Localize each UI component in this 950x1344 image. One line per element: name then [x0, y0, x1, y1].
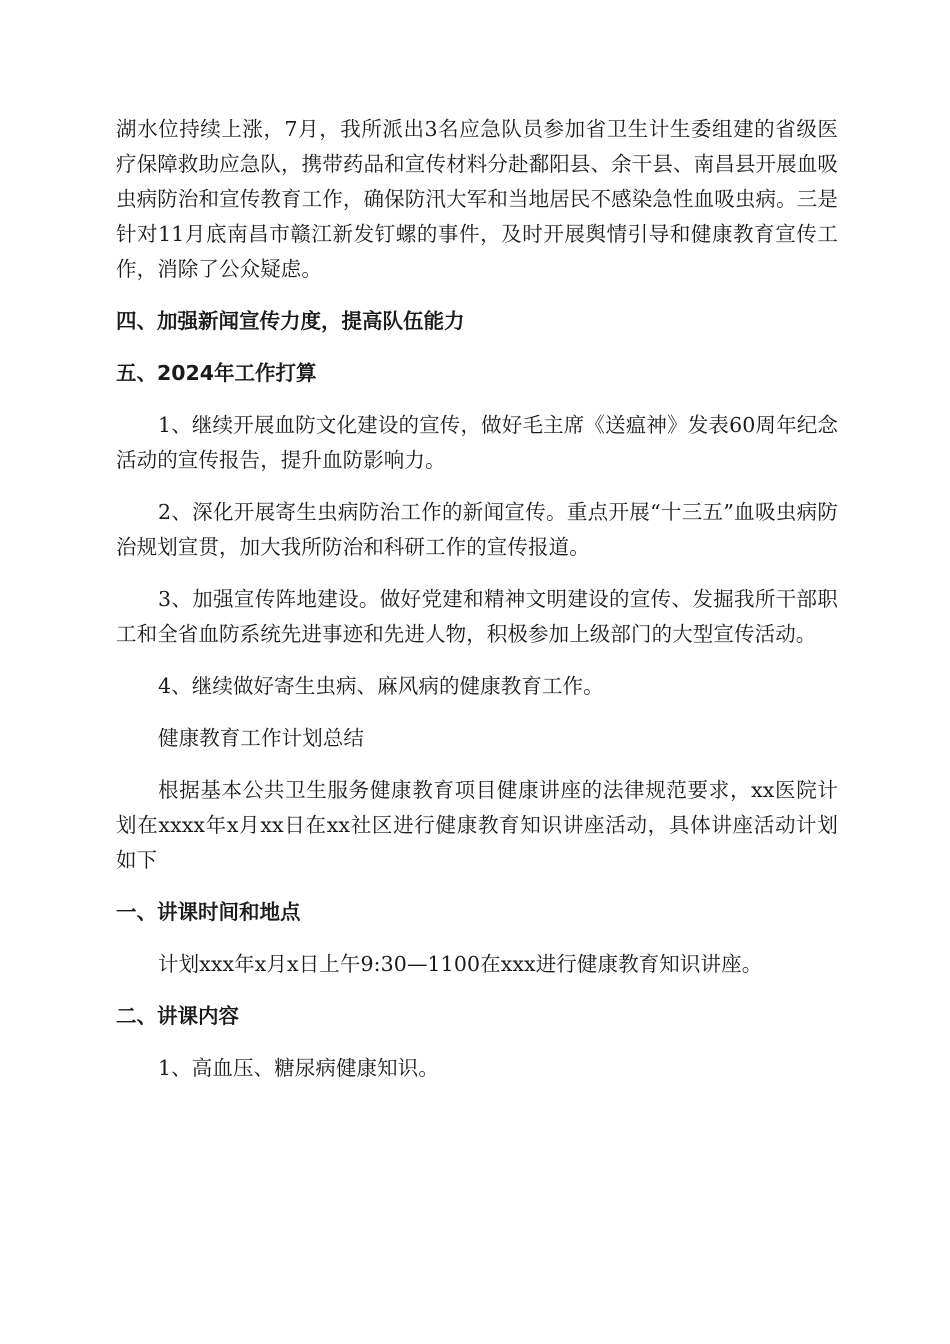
- section-heading-two: 二、讲课内容: [116, 1004, 239, 1028]
- section-heading-five: 五、2024年工作打算: [116, 361, 317, 385]
- plan-item-3: 3、加强宣传阵地建设。做好党建和精神文明建设的宣传、发掘我所干部职工和全省血防系统先进事迹和先进人物，积极参加上级部门的大型宣传活动。: [116, 587, 838, 646]
- section-heading-one: 一、讲课时间和地点: [116, 900, 301, 924]
- content-item-1: 1、高血压、糖尿病健康知识。: [158, 1056, 439, 1080]
- time-paragraph: 计划xxx年x月x日上午9:30—1100在xxx进行健康教育知识讲座。: [158, 952, 763, 976]
- section-heading-four: 四、加强新闻宣传力度，提高队伍能力: [116, 309, 465, 333]
- plan-item-2: 2、深化开展寄生虫病防治工作的新闻宣传。重点开展“十三五”血吸虫病防治规划宣贯，加大我所防治和科研工作的宣传报道。: [116, 500, 838, 559]
- intro-paragraph: 湖水位持续上涨，7月，我所派出3名应急队员参加省卫生计生委组建的省级医疗保障救助应急队，携带药品和宣传材料分赴鄱阳县、余干县、南昌县开展血吸虫病防治和宣传教育工作，确保防汛大军和当地居民不感染急性血吸虫病。三是针对11月底南昌市赣江新发钉螺的事件，及时开展舆情引导和健康教育宣传工作，消除了公众疑虑。: [116, 117, 838, 281]
- document-subtitle: 健康教育工作计划总结: [158, 726, 364, 750]
- document-page: [116, 112, 838, 1086]
- plan-paragraph: 根据基本公共卫生服务健康教育项目健康讲座的法律规范要求，xx医院计划在xxxx年x月xx日在xx社区进行健康教育知识讲座活动，具体讲座活动计划如下: [116, 778, 838, 872]
- plan-item-1: 1、继续开展血防文化建设的宣传，做好毛主席《送瘟神》发表60周年纪念活动的宣传报告，提升血防影响力。: [116, 413, 838, 472]
- plan-item-4: 4、继续做好寄生虫病、麻风病的健康教育工作。: [158, 674, 604, 698]
